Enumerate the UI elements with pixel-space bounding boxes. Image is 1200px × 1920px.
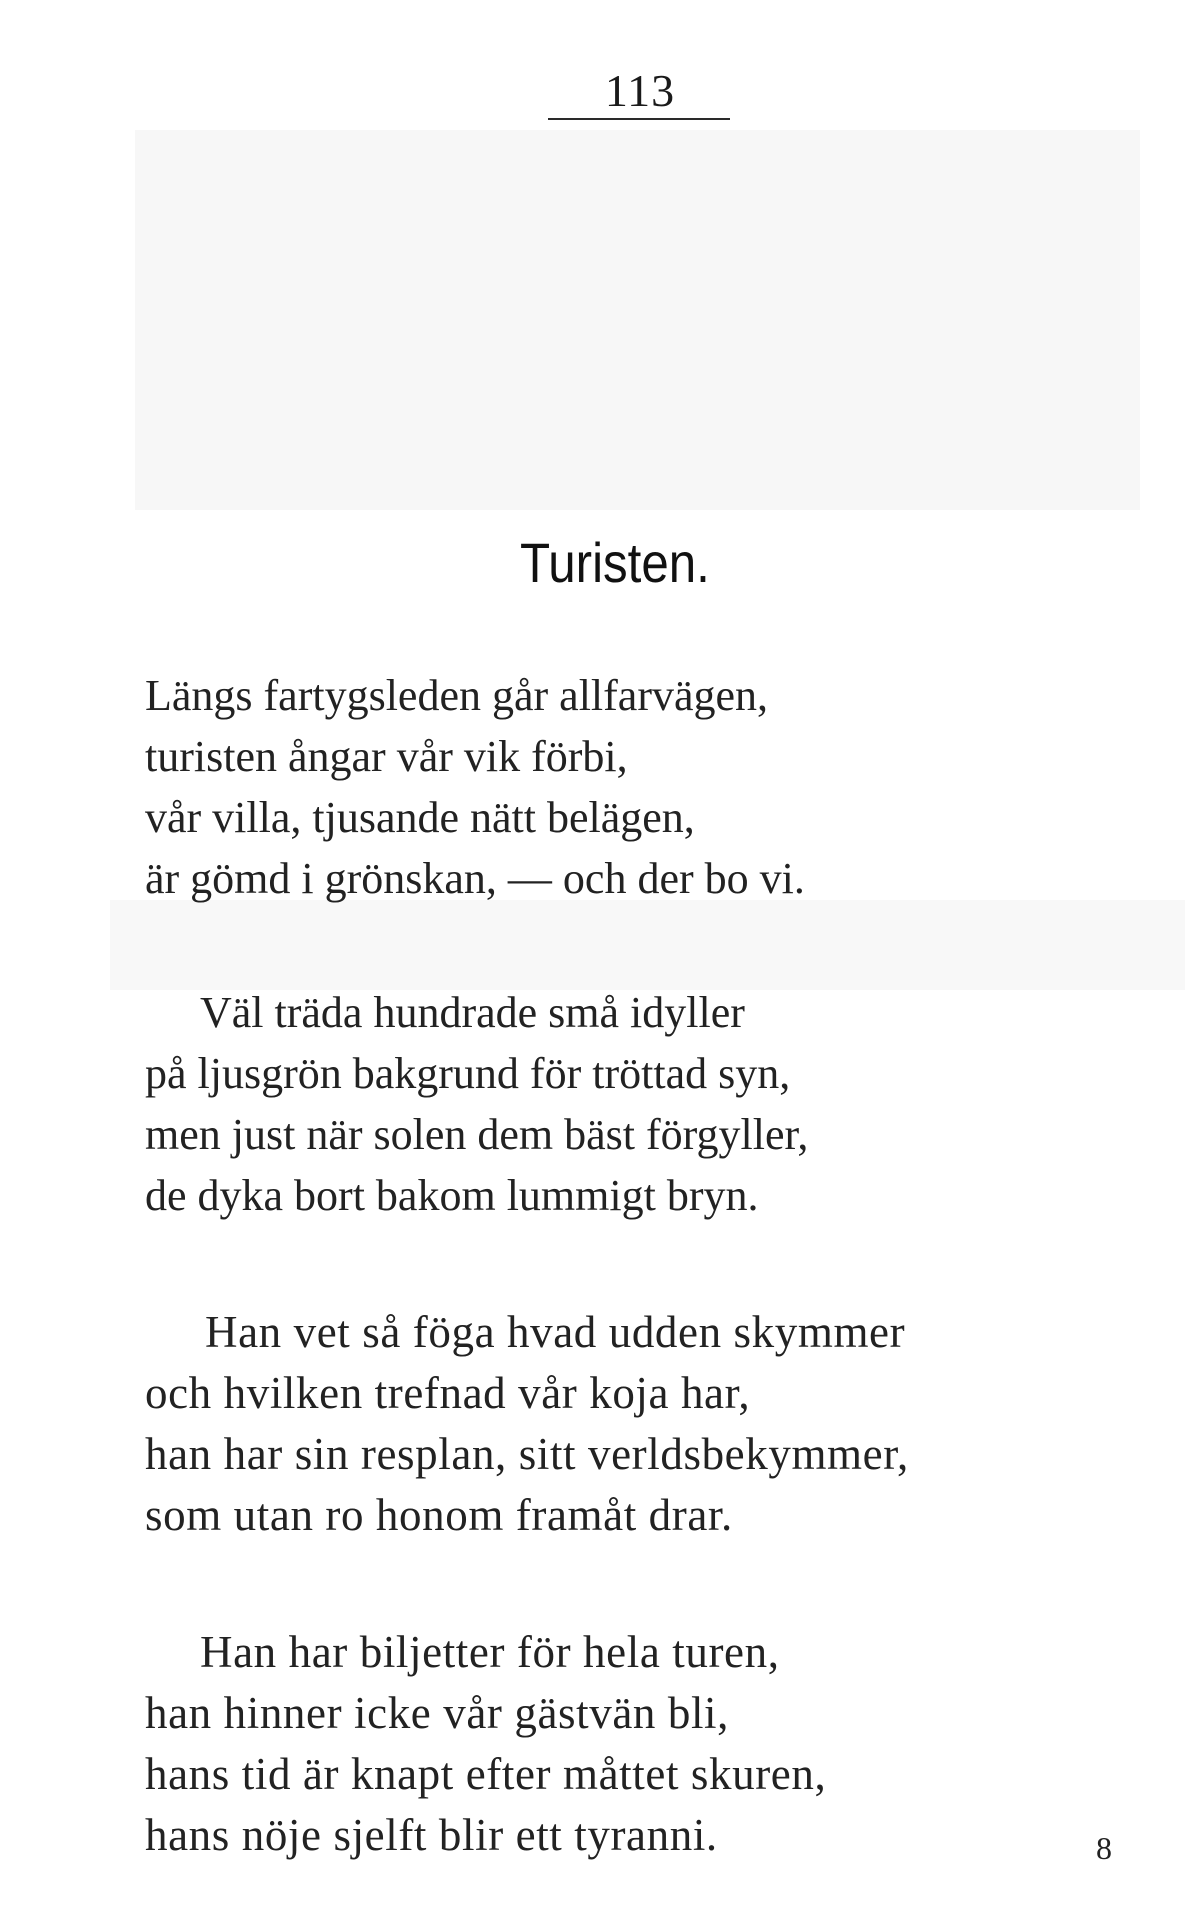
paper-shade-middle (110, 900, 1185, 990)
poem-line: som utan ro honom framåt drar. (145, 1490, 733, 1540)
poem-line: de dyka bort bakom lummigt bryn. (145, 1171, 759, 1220)
poem-line: vår villa, tjusande nätt belägen, (145, 793, 695, 842)
poem-line: Väl träda hundrade små idyller (200, 988, 745, 1037)
poem-line: men just när solen dem bäst förgyller, (145, 1110, 809, 1159)
stanza-4 (145, 1622, 826, 1866)
poem-line: Han vet så föga hvad udden skymmer (205, 1307, 906, 1357)
poem-line: turisten ångar vår vik förbi, (145, 732, 628, 781)
paper-shade-top (135, 130, 1140, 510)
poem-title: Turisten. (520, 531, 710, 594)
poem-line: hans nöje sjelft blir ett tyranni. (145, 1810, 718, 1860)
poem-line: är gömd i grönskan, — och der bo vi. (145, 854, 805, 903)
poem-line: han hinner icke vår gästvän bli, (145, 1688, 730, 1738)
poem-line: han har sin resplan, sitt verldsbekymmer, (145, 1429, 909, 1479)
poem-line: på ljusgrön bakgrund för tröttad syn, (145, 1049, 791, 1098)
poem-line: Han har biljetter för hela turen, (200, 1627, 780, 1677)
stanza-3 (145, 1302, 909, 1546)
poem-line: hans tid är knapt efter måttet skuren, (145, 1749, 827, 1799)
poem-line: Längs fartygsleden går allfarvägen, (145, 671, 769, 720)
signature-mark: 8 (1096, 1830, 1112, 1866)
stanza-2 (145, 982, 808, 1226)
page-number: 113 (604, 65, 676, 116)
poem-line: och hvilken trefnad vår koja har, (145, 1368, 751, 1418)
page-number-rule (548, 118, 730, 120)
stanza-1 (145, 665, 805, 909)
